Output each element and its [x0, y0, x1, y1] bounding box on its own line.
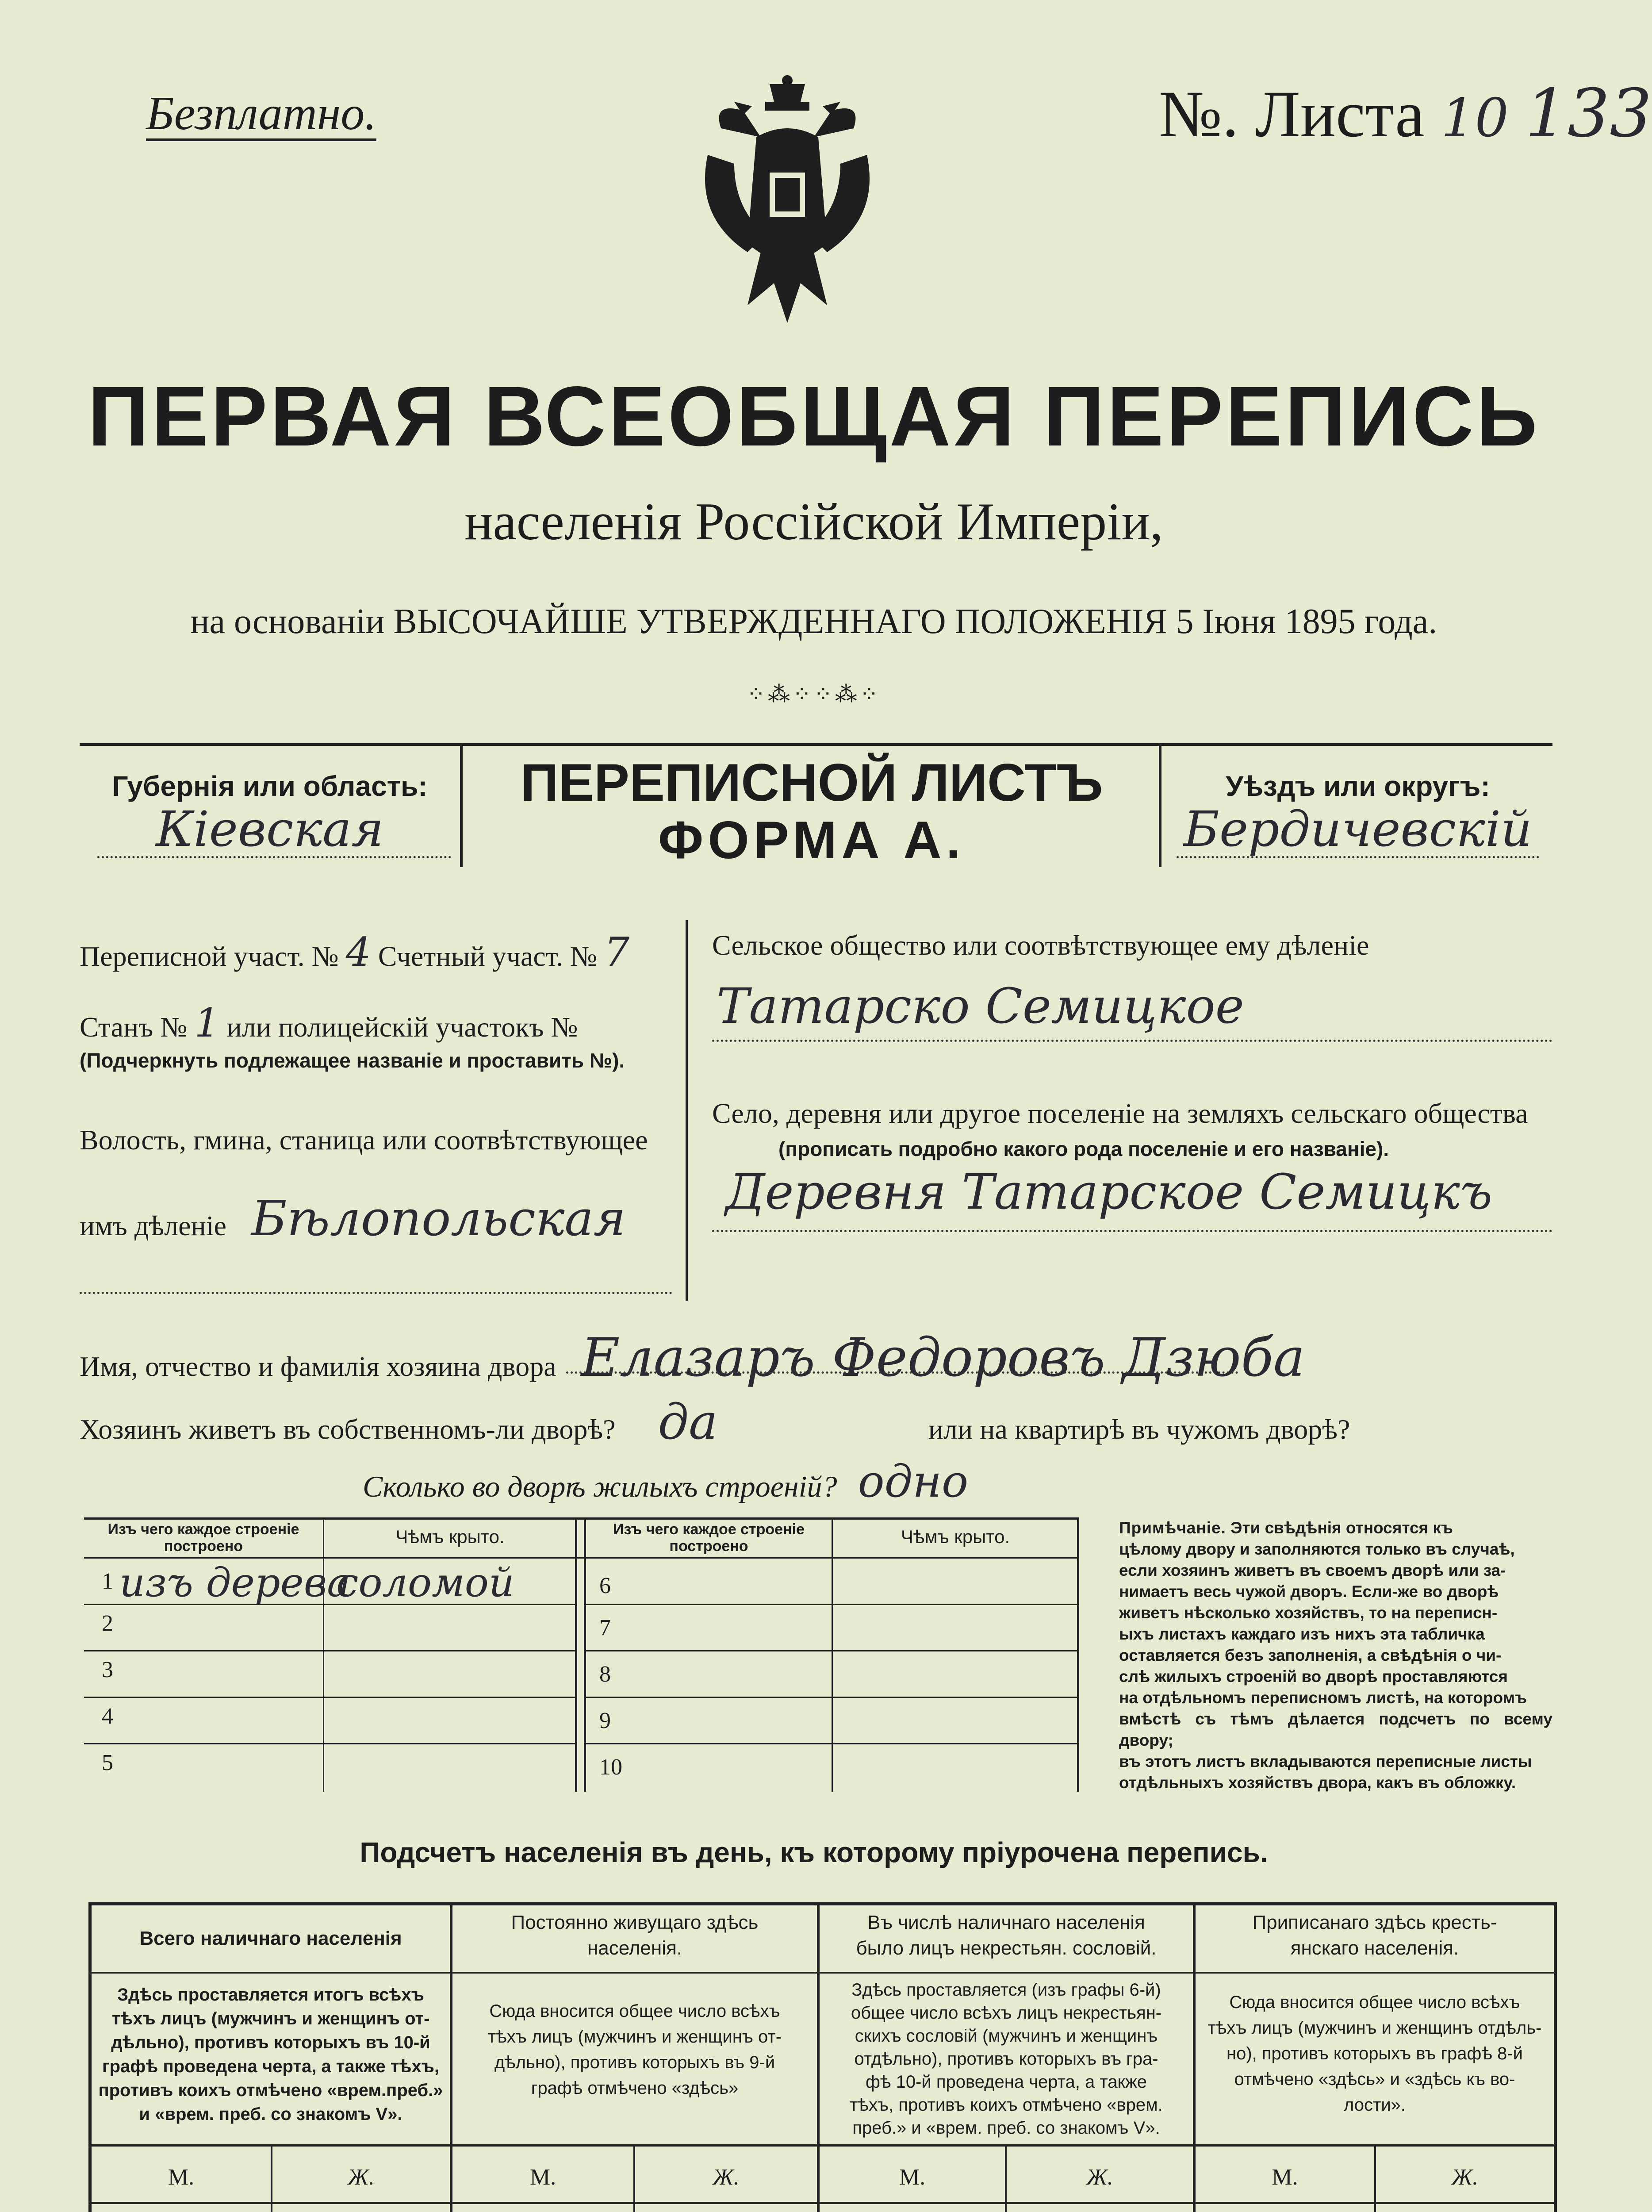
group-desc-non-peasant: Здѣсь проставляется (изъ графы 6-й) общее число всѣхъ лицъ некрестьян- скихъ сословій (мужчинъ и женщинъ отдѣльно), противъ которыхъ въ гра- фѣ 10-й проведена черта, а также тѣхъ, противъ коихъ отмѣчено «врем. преб.» и «врем. преб. со знакомъ V».: [850, 1980, 1163, 2138]
buildings-table: [84, 1517, 1079, 1792]
main-title: ПЕРВАЯ ВСЕОБЩАЯ ПЕРЕПИСЬ: [88, 369, 1540, 464]
col-roof-header: Чѣмъ крыто.: [901, 1526, 1010, 1547]
sheet-number-value: 10: [1441, 88, 1509, 149]
village-value: Деревня Татарское Семицкъ: [725, 1164, 1493, 1220]
col-material-header: Изъ чего каждое строеніе построено: [107, 1521, 299, 1555]
table-row: 2: [84, 1606, 575, 1651]
owner-row: Имя, отчество и фамилія хозяина двора Елазаръ Федоровъ Дзюба: [80, 1327, 1305, 1389]
census-area-value: 4: [345, 929, 371, 975]
count-area-value: 7: [604, 929, 630, 975]
free-label: Безплатно.: [146, 86, 376, 141]
province-label: Губернія или область:: [112, 770, 428, 802]
volost-label: Волость, гмина, станица или соотвѣтствующее: [80, 1124, 648, 1156]
group-head-non-peasant: Въ числѣ наличнаго населенія было лицъ некрестьян. сословій.: [856, 1912, 1157, 1959]
province-value: Кіевская: [156, 801, 384, 857]
buildings-value: одно: [858, 1455, 969, 1507]
volost-value: Бѣлопольская: [251, 1190, 626, 1247]
sheet-number: №. Листа 10 133: [1159, 75, 1652, 152]
table-row: 9: [586, 1699, 1077, 1744]
village-note: (прописать подробно какого рода поселеніе и его названіе).: [778, 1137, 1389, 1160]
table-row: 10: [599, 1755, 622, 1780]
district-value: Бердичевскій: [1184, 801, 1532, 857]
male-label: М.: [1272, 2165, 1298, 2190]
table-row: 8: [586, 1652, 1077, 1698]
population-title: Подсчетъ населенія въ день, къ которому пріурочена перепись.: [360, 1836, 1268, 1868]
society-value: Татарско Семицкое: [717, 978, 1244, 1034]
male-label: М.: [899, 2165, 926, 2190]
population-table: [88, 1902, 1557, 2212]
subtitle: населенія Россійской Имперіи,: [464, 492, 1163, 551]
double-headed-eagle-emblem: [694, 75, 880, 336]
col-material-header: Изъ чего каждое строеніе построено: [613, 1521, 805, 1555]
village-label: Село, деревня или другое поселеніе на земляхъ сельскаго общества: [712, 1098, 1528, 1129]
legal-basis: на основаніи ВЫСОЧАЙШЕ УТВЕРЖДЕННАГО ПОЛОЖЕНІЯ 5 Іюня 1895 года.: [190, 602, 1437, 641]
owner-lives-value: да: [658, 1394, 718, 1450]
form-subtitle: ФОРМА А.: [658, 810, 966, 870]
census-area-row: Переписной участ. № 4 Счетный участ. № 7: [80, 929, 630, 975]
stan-value: 1: [194, 1000, 220, 1046]
group-head-total: Всего наличнаго населенія: [139, 1928, 402, 1949]
ornament: ⁘⁂⁘⁘⁂⁘: [747, 682, 881, 707]
form-title: ПЕРЕПИСНОЙ ЛИСТЪ: [520, 753, 1103, 812]
volost-row: имъ дѣленіе Бѣлопольская: [80, 1190, 626, 1247]
owner-lives-row: Хозяинъ живетъ въ собственномъ-ли дворѣ? да или на квартирѣ въ чужомъ дворѣ?: [80, 1394, 1350, 1450]
group-desc-total: Здѣсь проставляется итогъ всѣхъ тѣхъ лицъ (мужчинъ и женщинъ от- дѣльно), противъ которыхъ въ 10-й графѣ проведена черта, а также тѣхъ, противъ коихъ отмѣчено «врем.преб.» и «врем. преб. со знакомъ V».: [98, 1985, 443, 2124]
table-row: 6: [586, 1559, 1077, 1605]
sheet-number-handwritten: 133: [1525, 75, 1652, 152]
society-label: Сельское общество или соотвѣтствующее ему дѣленіе: [712, 929, 1369, 961]
table-row: 1 изъ дерева соломой: [84, 1559, 575, 1605]
male-label: М.: [168, 2165, 195, 2190]
buildings-row: Сколько во дворѣ жилыхъ строеній? одно: [363, 1455, 969, 1507]
note: Примѣчаніе. Эти свѣдѣнія относятся къ цѣлому двору и заполняются только въ случаѣ, если хозяинъ живетъ въ своемъ дворѣ или за- нимаетъ весь чужой дворъ. Если-же во дворѣ живетъ нѣсколько хозяйствъ, то на переписн- ыхъ листахъ каждаго изъ нихъ эта табличка оставляется безъ заполненія, а свѣдѣнія о чи- слѣ жилыхъ строеній во дворѣ проставляются на отдѣльномъ переписномъ листѣ, на которомъ вмѣстѣ съ тѣмъ дѣлается подсчетъ по всему двору; въ этотъ листъ вкладываются переписные листы отдѣльныхъ хозяйствъ двора, какъ въ обложку.: [1119, 1519, 1552, 1792]
table-row: 5: [102, 1750, 113, 1775]
group-desc-permanent: Сюда вносится общее число всѣхъ тѣхъ лицъ (мужчинъ и женщинъ от- дѣльно), противъ которыхъ въ 9-й графѣ отмѣчено «здѣсь»: [487, 2001, 782, 2098]
group-head-assigned-peasant: Приписанаго здѣсь кресть- янскаго населенія.: [1252, 1912, 1497, 1959]
female-label: Ж.: [348, 2165, 375, 2190]
stan-row: Станъ № 1 или полицейскій участокъ №: [80, 1000, 578, 1046]
group-desc-assigned-peasant: Сюда вносится общее число всѣхъ тѣхъ лицъ (мужчинъ и женщинъ отдѣль- но), противъ которыхъ въ графѣ 8-й отмѣчено «здѣсь» и «здѣсь къ во- лости».: [1207, 1993, 1542, 2115]
table-row: 4: [84, 1699, 575, 1744]
district-label: Уѣздъ или округъ:: [1226, 770, 1490, 802]
female-label: Ж.: [713, 2165, 740, 2190]
table-row: 7: [586, 1606, 1077, 1651]
table-row: 3: [84, 1652, 575, 1698]
owner-name-value: Елазаръ Федоровъ Дзюба: [581, 1327, 1305, 1389]
group-head-permanent: Постоянно живущаго здѣсь населенія.: [511, 1912, 759, 1959]
underline-note: (Подчеркнуть подлежащее названіе и проставить №).: [80, 1049, 625, 1072]
col-roof-header: Чѣмъ крыто.: [395, 1526, 505, 1547]
female-label: Ж.: [1451, 2165, 1479, 2190]
female-label: Ж.: [1086, 2165, 1113, 2190]
male-label: М.: [529, 2165, 556, 2190]
